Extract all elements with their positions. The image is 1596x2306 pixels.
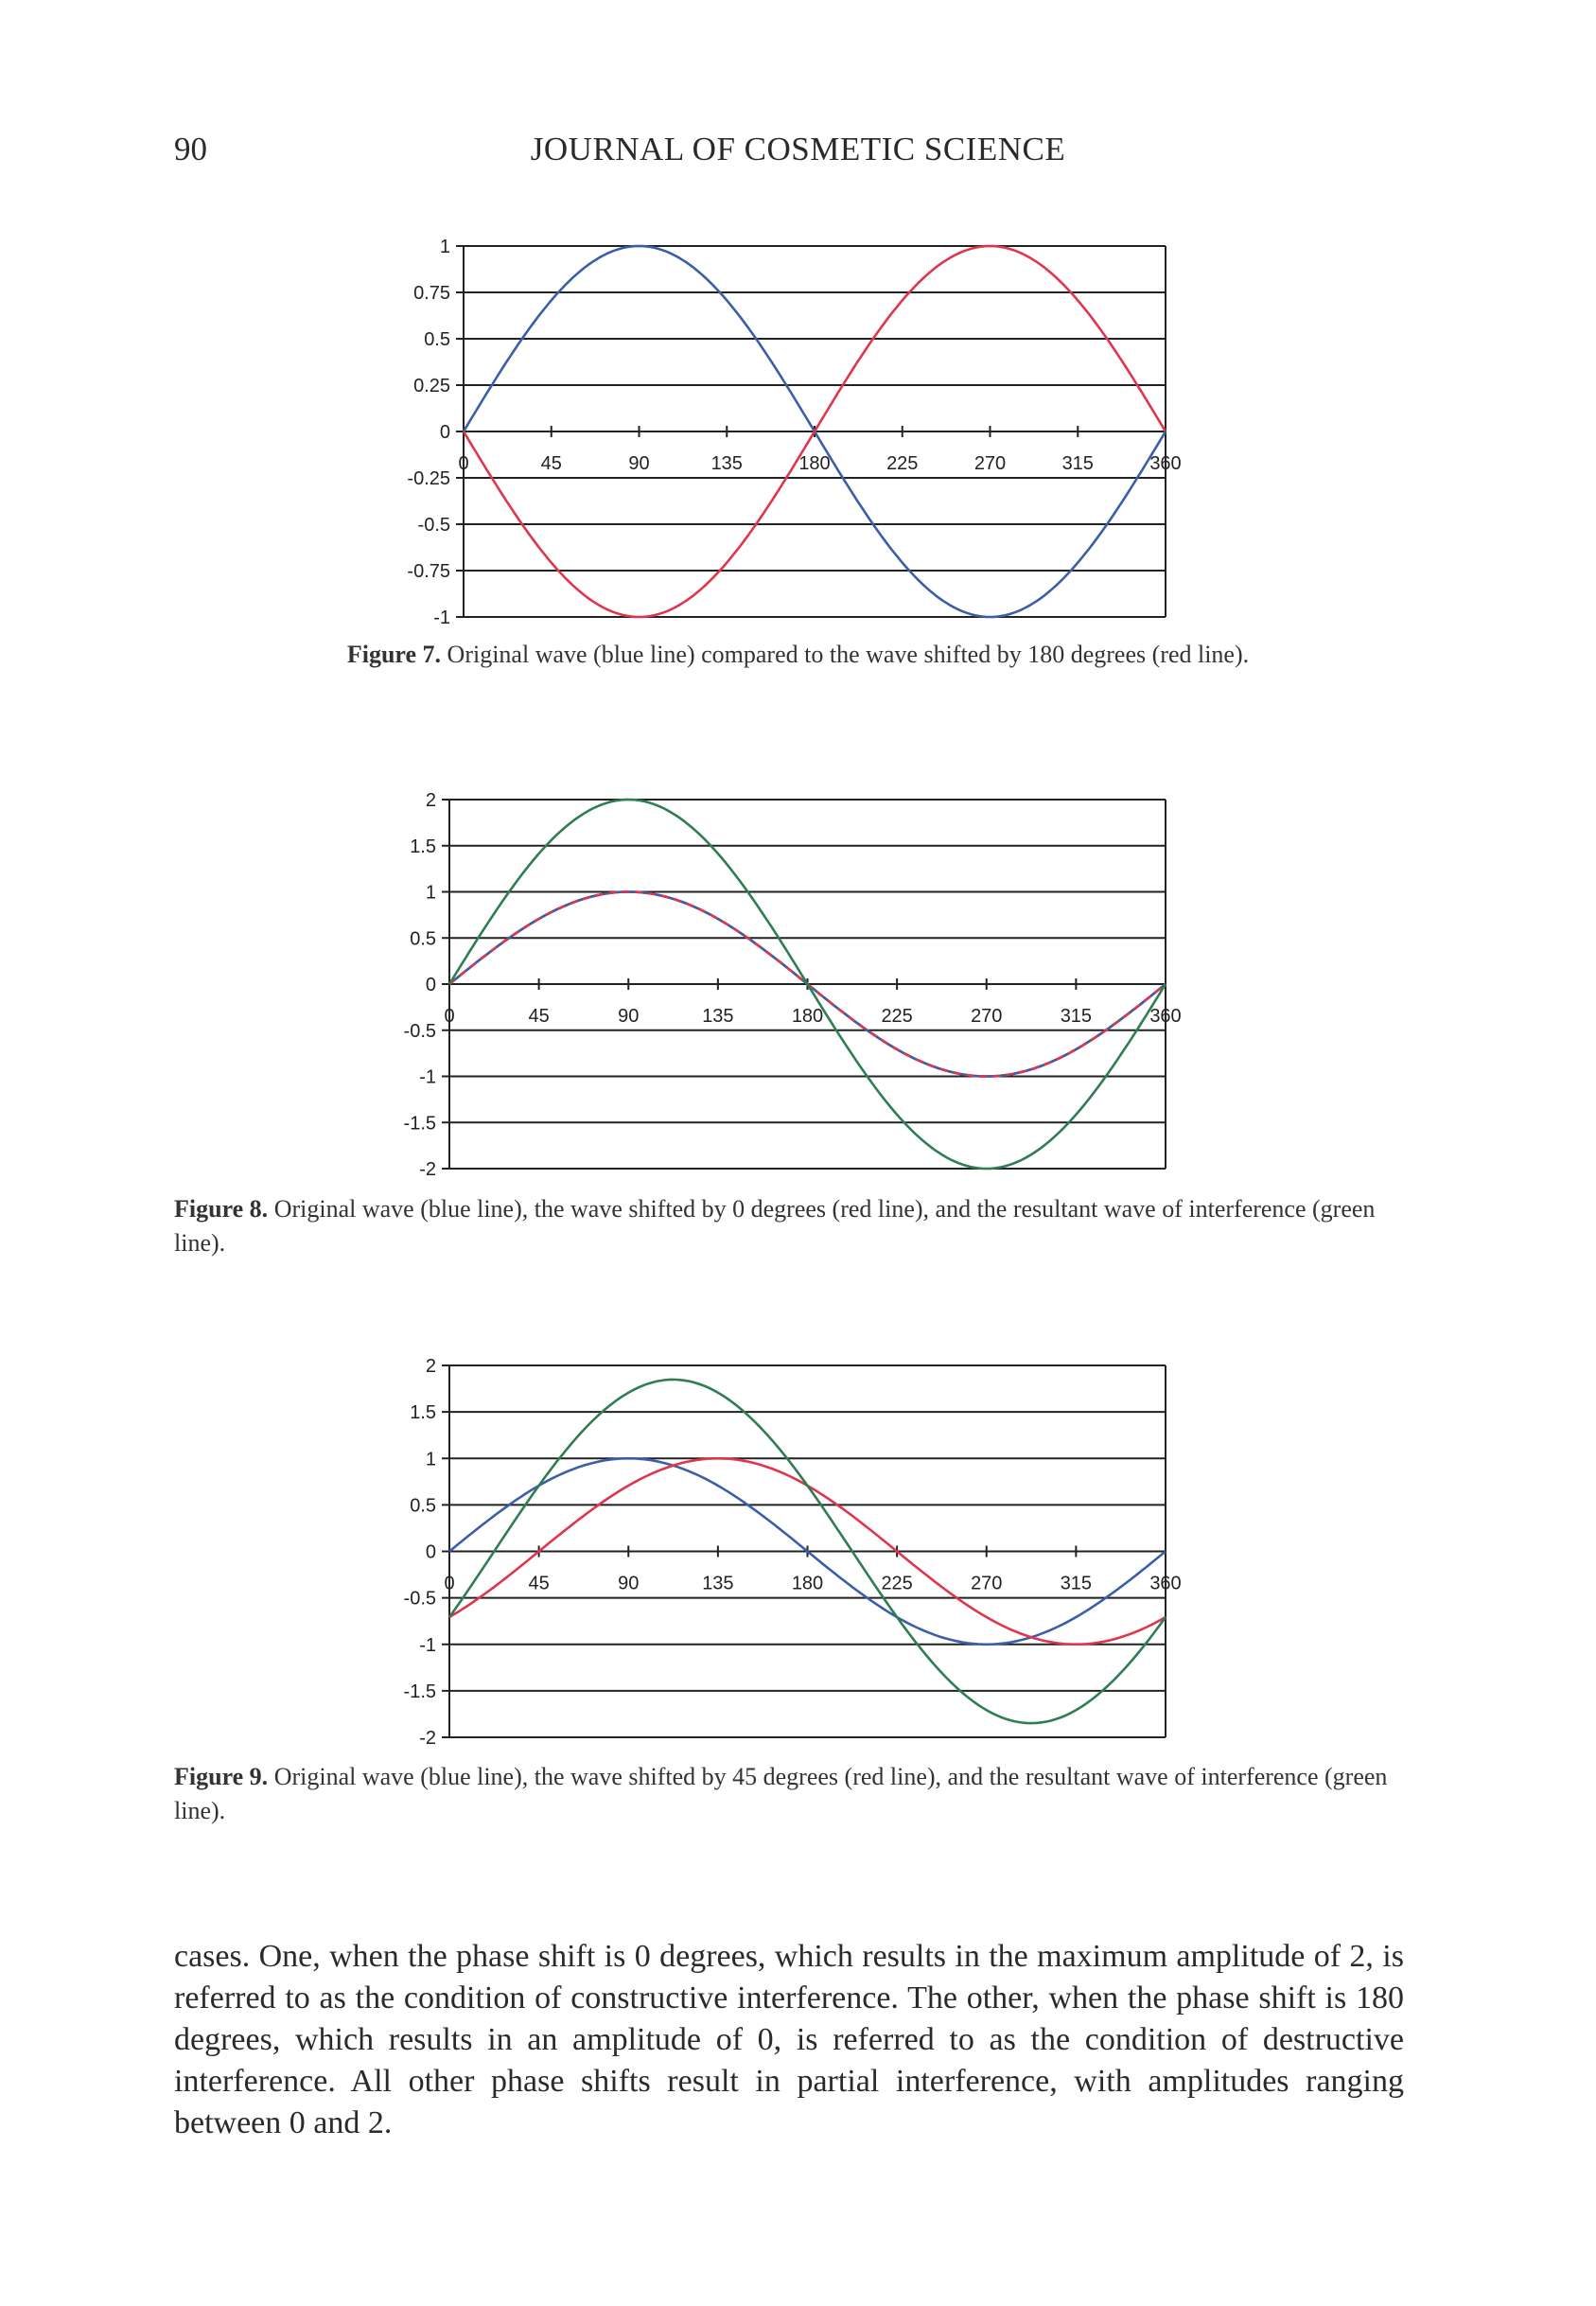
y-tick-label: 0.25 — [413, 376, 450, 396]
figure-7-caption — [0, 638, 1596, 672]
y-tick-label: -1.5 — [403, 1681, 436, 1702]
x-tick-label: 90 — [618, 1573, 640, 1594]
x-tick-label: 225 — [881, 1006, 913, 1027]
body-paragraph: cases. One, when the phase shift is 0 degrees, which results in the maximum amplitude of 2, is referred to as the condition of constructive interference. The other, when the phase shift is 180 degrees, which results in an amplitude of 0, is referred to as the condition of destructive interference. All other phase shifts result in partial interference, with amplitudes ranging between 0 and 2. — [174, 1939, 1404, 2140]
x-tick-label: 90 — [628, 453, 650, 474]
y-tick-label: 0.75 — [413, 283, 450, 304]
x-tick-label: 270 — [971, 1573, 1003, 1594]
page-number: 90 — [174, 131, 207, 167]
x-tick-label: 135 — [702, 1006, 734, 1027]
y-tick-label: 2 — [425, 790, 436, 811]
x-tick-label: 180 — [791, 1573, 824, 1594]
x-tick-label: 45 — [528, 1006, 550, 1027]
y-tick-label: 0 — [439, 422, 450, 443]
figure-9-label: Figure 9. — [174, 1763, 269, 1790]
x-tick-label: 270 — [973, 453, 1007, 474]
x-tick-label: 90 — [618, 1006, 640, 1027]
figure-8-caption — [174, 1192, 1404, 1260]
y-tick-label: -2 — [419, 1159, 436, 1180]
x-tick-label: 0 — [444, 1573, 455, 1594]
x-tick-label: 315 — [1060, 1573, 1093, 1594]
x-tick-label: 0 — [458, 453, 469, 474]
figure-9-chart — [0, 1351, 1596, 1749]
y-tick-label: 1 — [425, 882, 436, 904]
y-tick-label: -2 — [419, 1728, 436, 1749]
x-tick-label: 360 — [1149, 453, 1182, 474]
figure-9-svg — [0, 1351, 1596, 1749]
y-tick-label: 0.5 — [424, 329, 450, 350]
x-tick-label: 225 — [881, 1573, 913, 1594]
y-tick-label: 0.5 — [410, 1495, 436, 1517]
x-tick-label: 135 — [702, 1573, 734, 1594]
x-tick-label: 180 — [791, 1006, 824, 1027]
figure-8-svg — [0, 785, 1596, 1183]
y-tick-label: -0.5 — [417, 515, 450, 536]
figure-9-caption — [174, 1760, 1404, 1828]
y-tick-label: -1 — [419, 1634, 436, 1656]
y-tick-label: 1.5 — [410, 1402, 436, 1424]
figure-7-svg — [0, 237, 1596, 634]
x-tick-label: 135 — [710, 453, 743, 474]
x-tick-label: 45 — [540, 453, 562, 474]
y-tick-label: -1 — [419, 1066, 436, 1088]
y-tick-label: 1 — [439, 237, 450, 257]
y-tick-label: 1 — [425, 1449, 436, 1470]
y-tick-label: -0.25 — [407, 468, 450, 489]
y-tick-label: 1.5 — [410, 836, 436, 857]
y-tick-label: -0.5 — [403, 1020, 436, 1042]
figure-8-label: Figure 8. — [174, 1195, 269, 1223]
y-tick-label: -0.5 — [403, 1588, 436, 1610]
figure-7-chart — [0, 237, 1596, 634]
y-tick-label: 0 — [425, 1541, 436, 1563]
figure-7-caption-text: Original wave (blue line) compared to the wave shifted by 180 degrees (red line). — [447, 641, 1250, 668]
y-tick-label: -0.75 — [407, 561, 450, 582]
figure-8-caption-text: Original wave (blue line), the wave shifted by 0 degrees (red line), and the resultant wave of interference (green line). — [174, 1195, 1376, 1257]
running-head: JOURNAL OF COSMETIC SCIENCE — [530, 131, 1066, 167]
y-tick-label: -1 — [433, 607, 450, 628]
figure-7-label: Figure 7. — [346, 641, 442, 668]
y-tick-label: 0 — [425, 975, 436, 995]
y-tick-label: -1.5 — [403, 1113, 436, 1135]
x-tick-label: 0 — [444, 1006, 455, 1027]
figure-8-chart — [0, 785, 1596, 1183]
x-tick-label: 270 — [971, 1006, 1003, 1027]
x-tick-label: 45 — [528, 1573, 550, 1594]
x-tick-label: 360 — [1149, 1573, 1182, 1594]
x-tick-label: 315 — [1061, 453, 1094, 474]
x-tick-label: 360 — [1149, 1006, 1182, 1027]
figure-9-caption-text: Original wave (blue line), the wave shifted by 45 degrees (red line), and the resultant wave of interference (green line). — [174, 1763, 1388, 1824]
x-tick-label: 225 — [886, 453, 919, 474]
x-tick-label: 315 — [1060, 1006, 1093, 1027]
x-tick-label: 180 — [798, 453, 831, 474]
y-tick-label: 2 — [425, 1356, 436, 1377]
y-tick-label: 0.5 — [410, 928, 436, 950]
